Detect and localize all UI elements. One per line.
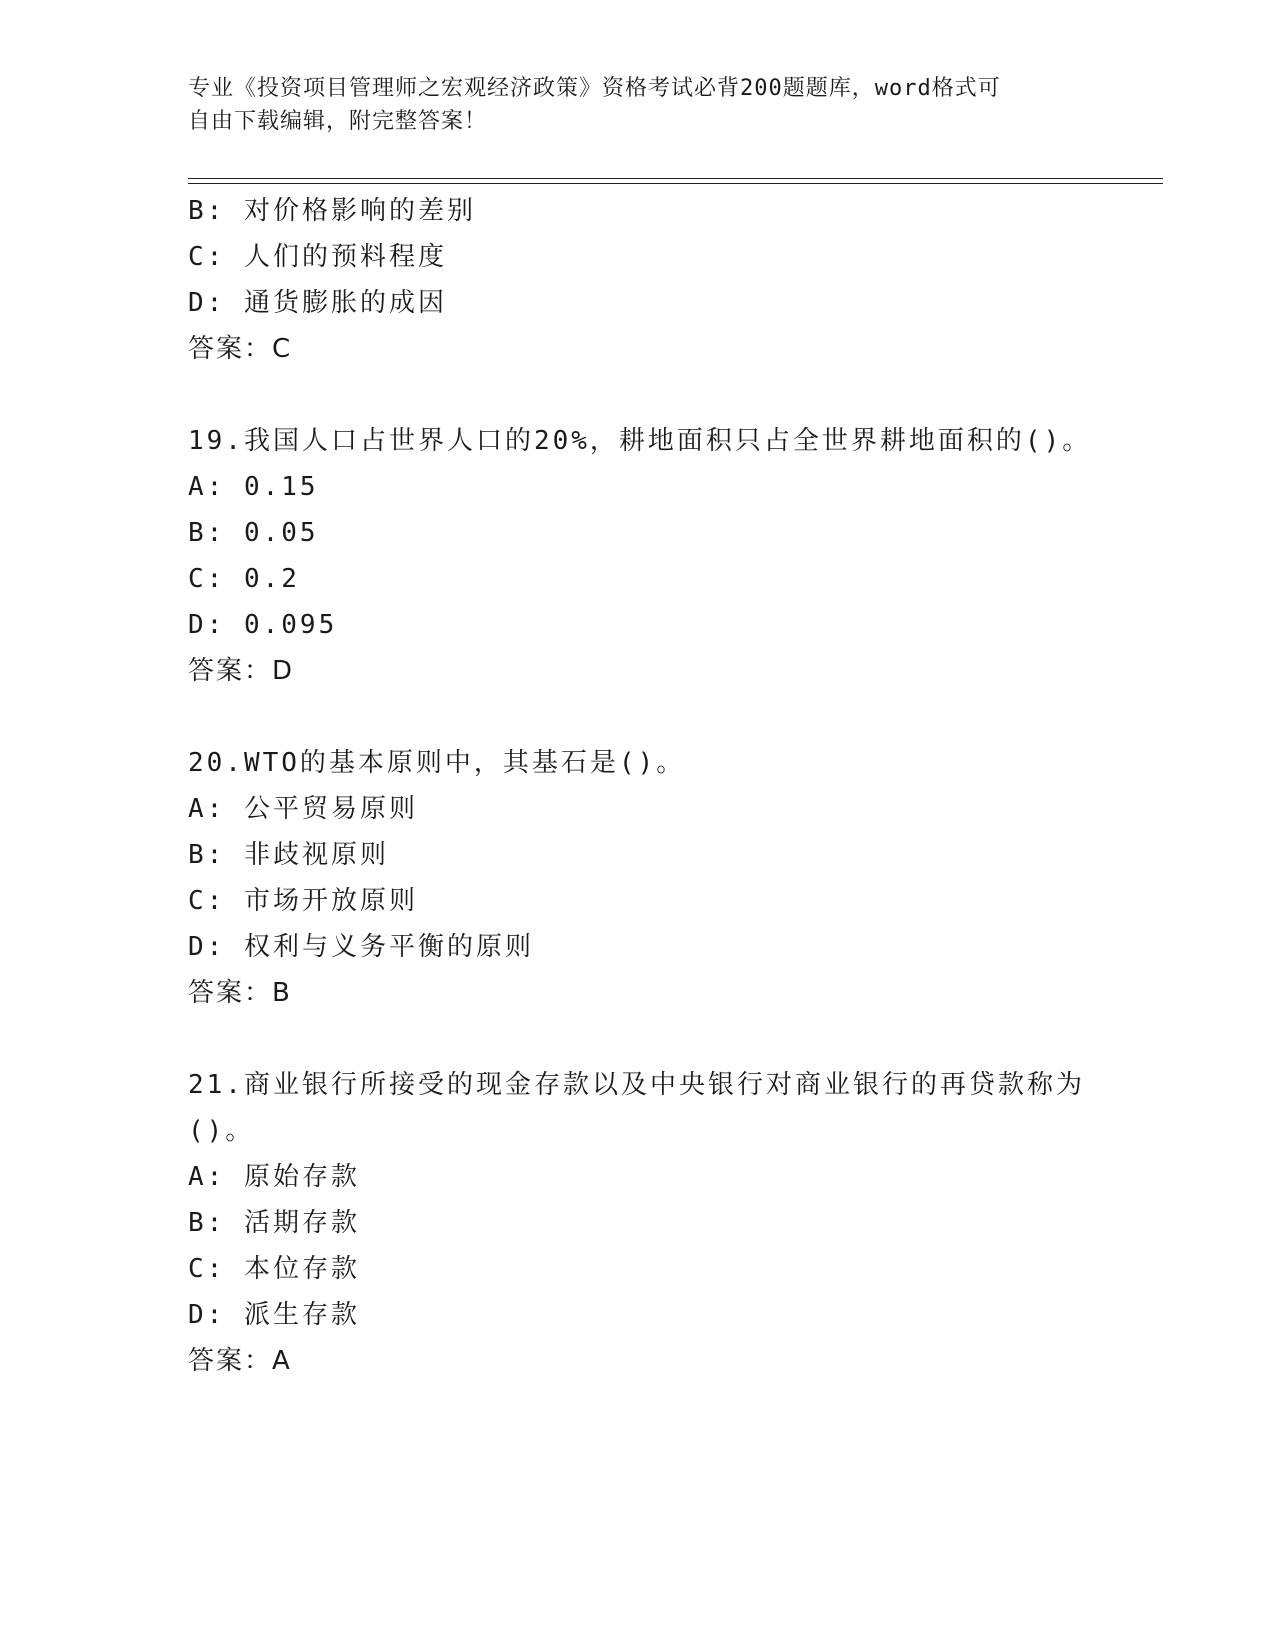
option-d: D: 通货膨胀的成因 [188,288,447,318]
option-a: A: 公平贸易原则 [188,794,418,824]
option-d: D: 派生存款 [188,1300,360,1330]
question-20 [188,740,1088,1016]
answer: 答案：D [188,656,295,686]
spacer [188,372,1088,418]
question-21 [188,1062,1088,1384]
option-a: A: 0.15 [188,472,319,502]
question-list [188,188,1092,1384]
option-b: B: 0.05 [188,518,319,548]
option-c: C: 市场开放原则 [188,886,418,916]
spacer [188,1016,1088,1062]
header-divider-top [188,178,1163,179]
spacer [188,694,1088,740]
option-a: A: 原始存款 [188,1162,360,1192]
option-c: C: 本位存款 [188,1254,360,1284]
option-b: B: 活期存款 [188,1208,360,1238]
question-stem: 20.WTO的基本原则中，其基石是()。 [188,748,686,778]
option-b: B: 非歧视原则 [188,840,389,870]
header-title-line-2: 自由下载编辑，附完整答案！ [188,109,488,134]
option-d: D: 权利与义务平衡的原则 [188,932,534,962]
answer: 答案：B [188,978,292,1008]
option-b: B: 对价格影响的差别 [188,196,476,226]
answer: 答案：C [188,334,293,364]
document-header [188,72,1088,138]
answer: 答案：A [188,1346,292,1376]
question-18 [188,188,1088,372]
question-stem-line-1: 21.商业银行所接受的现金存款以及中央银行对商业银行的再贷款称为 [188,1070,1085,1100]
option-c: C: 人们的预料程度 [188,242,447,272]
option-c: C: 0.2 [188,564,300,594]
header-title-line-1: 专业《投资项目管理师之宏观经济政策》资格考试必背200题题库，word格式可 [188,76,1001,101]
question-stem-line-2: ()。 [188,1116,255,1146]
question-19 [188,418,1092,694]
option-d: D: 0.095 [188,610,338,640]
header-divider-bottom [188,183,1163,184]
question-stem: 19.我国人口占世界人口的20%，耕地面积只占全世界耕地面积的()。 [188,426,1092,456]
